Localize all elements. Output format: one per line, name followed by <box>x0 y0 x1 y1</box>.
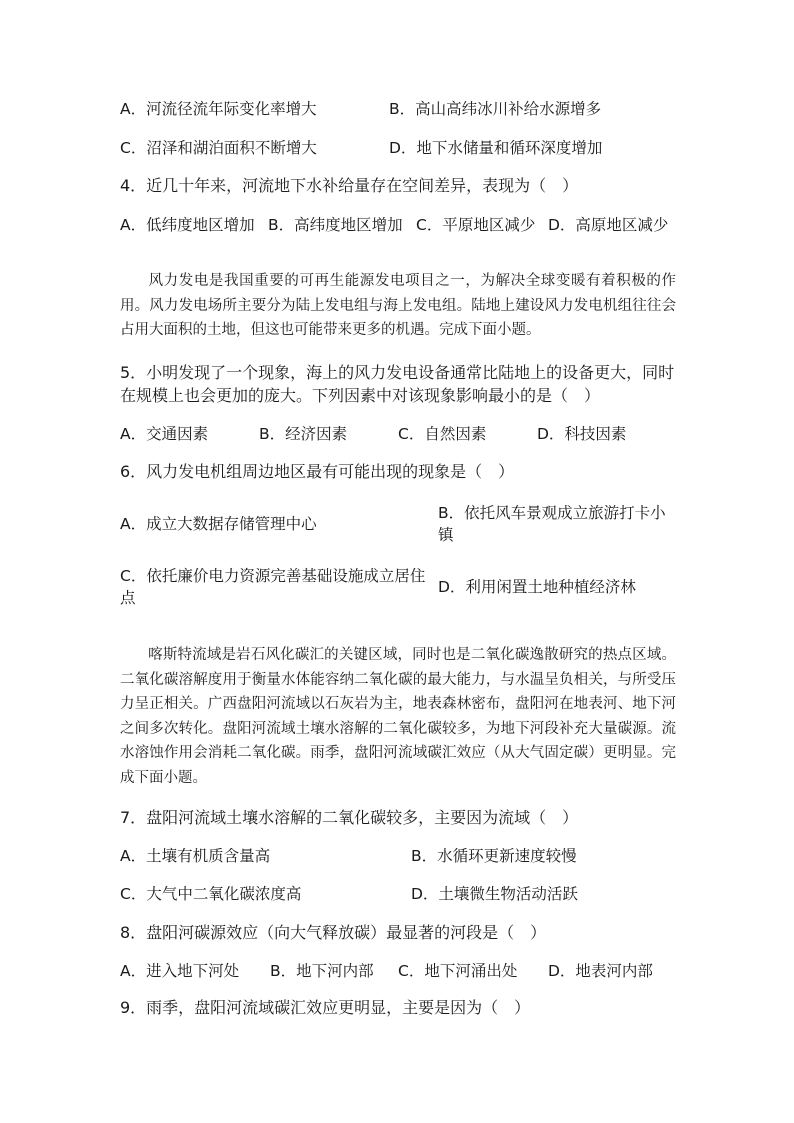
reading-passage-karst <box>120 643 676 790</box>
q6-option-b: B．依托风车景观成立旅游打卡小镇 <box>438 504 666 544</box>
passage-text: 风力发电是我国重要的可再生能源发电项目之一，为解决全球变暖有着积极的作用。风力发电场所主要分为陆上发电组与海上发电组。陆地上建设风力发电机组往往会占用大面积的土地，但这也可能带来更多的机遇。完成下面小题。 <box>120 273 676 338</box>
q8-option-c: C．地下河涌出处 <box>398 962 518 980</box>
q6-option-d: D．利用闲置土地种植经济林 <box>438 578 636 596</box>
q4-option-b: B．高纬度地区增加 <box>268 216 403 234</box>
reading-passage-wind-power <box>120 269 676 343</box>
q6-option-c: C．依托廉价电力资源完善基础设施成立居住点 <box>120 567 426 607</box>
q6-stem: 6．风力发电机组周边地区最有可能出现的现象是（ ） <box>120 462 515 481</box>
passage-text: 喀斯特流域是岩石风化碳汇的关键区域，同时也是二氧化碳逸散研究的热点区域。二氧化碳溶解度用于衡量水体能容纳二氧化碳的最大能力，与水温呈负相关，与所受压力呈正相关。广西盘阳河流域以石灰岩为主，地表森林密布，盘阳河在地表河、地下河之间多次转化。盘阳河流域土壤水溶解的二氧化碳较多，为地下河段补充大量碳源。流水溶蚀作用会消耗二氧化碳。雨季，盘阳河流域碳汇效应（从大气固定碳）更明显。完成下面小题。 <box>120 647 676 786</box>
q4-option-d: D．高原地区减少 <box>548 216 669 234</box>
q3-option-d: D．地下水储量和循环深度增加 <box>389 139 603 157</box>
q9-stem: 9．雨季，盘阳河流域碳汇效应更明显，主要是因为（ ） <box>120 998 531 1017</box>
q5-stem-line2: 在规模上也会更加的庞大。下列因素中对该现象影响最小的是（ ） <box>120 386 601 405</box>
q5-option-c: C．自然因素 <box>398 425 487 443</box>
q5-stem-line1: 5．小明发现了一个现象，海上的风力发电设备通常比陆地上的设备更大，同时 <box>120 363 675 382</box>
q5-option-a: A．交通因素 <box>120 425 209 443</box>
q3-option-a: A．河流径流年际变化率增大 <box>120 100 317 118</box>
q4-stem: 4．近几十年来，河流地下水补给量存在空间差异，表现为（ ） <box>120 176 579 195</box>
q3-option-b: B．高山高纬冰川补给水源增多 <box>389 100 602 118</box>
q7-option-c: C．大气中二氧化碳浓度高 <box>120 885 302 903</box>
q7-option-d: D．土壤微生物活动活跃 <box>411 885 578 903</box>
q7-option-b: B．水循环更新速度较慢 <box>411 847 577 865</box>
q4-option-a: A．低纬度地区增加 <box>120 216 255 234</box>
q5-option-b: B．经济因素 <box>259 425 348 443</box>
q4-option-c: C．平原地区减少 <box>416 216 536 234</box>
q6-option-a: A．成立大数据存储管理中心 <box>120 515 317 533</box>
q7-stem: 7．盘阳河流域土壤水溶解的二氧化碳较多，主要因为流域（ ） <box>120 808 579 827</box>
q8-stem: 8．盘阳河碳源效应（向大气释放碳）最显著的河段是（ ） <box>120 923 547 942</box>
q8-option-a: A．进入地下河处 <box>120 962 240 980</box>
q8-option-d: D．地表河内部 <box>548 962 653 980</box>
q5-option-d: D．科技因素 <box>537 425 627 443</box>
q7-option-a: A．土壤有机质含量高 <box>120 847 271 865</box>
q3-option-c: C．沼泽和湖泊面积不断增大 <box>120 139 317 157</box>
q8-option-b: B．地下河内部 <box>270 962 374 980</box>
